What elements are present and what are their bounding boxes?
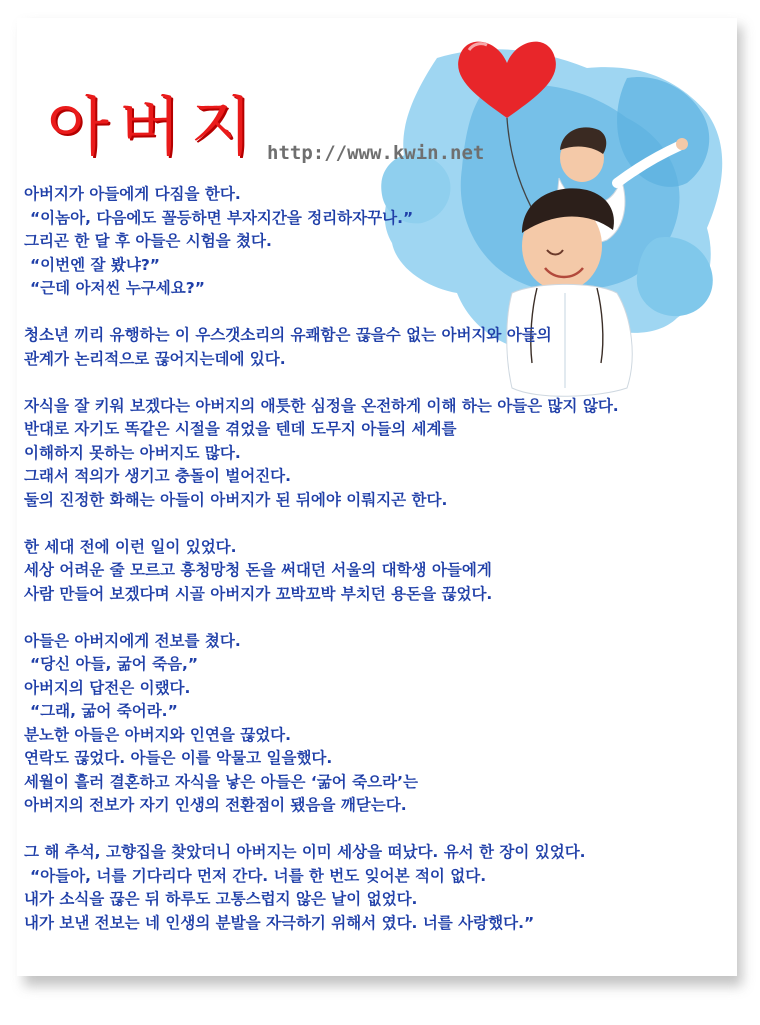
blank-line	[24, 818, 736, 842]
body-line: “당신 아들, 굶어 죽음,”	[30, 655, 199, 673]
body-line: 그 해 추석, 고향집을 찾았더니 아버지는 이미 세상을 떠났다. 유서 한 장이 있었다.	[24, 843, 586, 861]
blank-line	[24, 512, 736, 536]
site-url: http://www.kwin.net	[267, 142, 485, 164]
body-line: 분노한 아들은 아버지와 인연을 끊었다.	[24, 725, 292, 744]
body-line: 반대로 자기도 똑같은 시절을 겪었을 텐데 도무지 아들의 세계를	[24, 420, 457, 438]
body-line: 연락도 끊었다. 아들은 이를 악물고 일을했다.	[24, 749, 333, 767]
body-line: 아들은 아버지에게 전보를 쳤다.	[24, 631, 241, 650]
body-line: 자식을 잘 키워 보겠다는 아버지의 애틋한 심정을 온전하게 이해 하는 아들은 많지 않다.	[24, 396, 619, 415]
blank-line	[24, 301, 736, 325]
body-line: “이놈아, 다음에도 꼴등하면 부자지간을 정리하자꾸나.”	[30, 208, 414, 227]
body-line: 아버지가 아들에게 다짐을 한다.	[24, 185, 241, 203]
body-line: 아버지의 답전은 이랬다.	[24, 678, 191, 697]
body-line: “그래, 굶어 죽어라.”	[30, 702, 178, 720]
letter-card	[17, 18, 737, 976]
body-line: 그리곤 한 달 후 아들은 시험을 쳤다.	[24, 232, 272, 250]
body-line: 내가 보낸 전보는 네 인생의 분발을 자극하기 위해서 였다. 너를 사랑했다.”	[24, 913, 535, 932]
body-line: 내가 소식을 끊은 뒤 하루도 고통스럽지 않은 날이 없었다.	[24, 890, 418, 908]
body-line: 세상 어려운 줄 모르고 흥청망청 돈을 써대던 서울의 대학생 아들에게	[24, 561, 492, 579]
body-line: “근데 아저씬 누구세요?”	[30, 279, 205, 297]
body-line: 이해하지 못하는 아버지도 많다.	[24, 443, 241, 462]
letter-body	[24, 183, 736, 935]
body-line: 세월이 흘러 결혼하고 자식을 낳은 아들은 ‘굶어 죽으라’는	[24, 772, 418, 791]
body-line: 청소년 끼리 유행하는 이 우스갯소리의 유쾌함은 끊을수 없는 아버지와 아들의	[24, 326, 552, 344]
page-title: 아버지	[47, 91, 263, 165]
body-line: 둘의 진정한 화해는 아들이 아버지가 된 뒤에야 이뤄지곤 한다.	[24, 490, 448, 509]
body-line: “아들아, 너를 기다리다 먼저 간다. 너를 한 번도 잊어본 적이 없다.	[30, 866, 487, 885]
body-line: 그래서 적의가 생기고 충돌이 벌어진다.	[24, 467, 292, 485]
blank-line	[24, 606, 736, 630]
blank-line	[24, 371, 736, 395]
body-line: 아버지의 전보가 자기 인생의 전환점이 됐음을 깨닫는다.	[24, 796, 407, 814]
body-line: 한 세대 전에 이런 일이 있었다.	[24, 537, 237, 556]
body-line: “이번엔 잘 봤냐?”	[30, 255, 160, 274]
body-line: 사람 만들어 보겠다며 시골 아버지가 꼬박꼬박 부치던 용돈을 끊었다.	[24, 584, 493, 603]
body-line: 관계가 논리적으로 끊어지는데에 있다.	[24, 349, 286, 368]
